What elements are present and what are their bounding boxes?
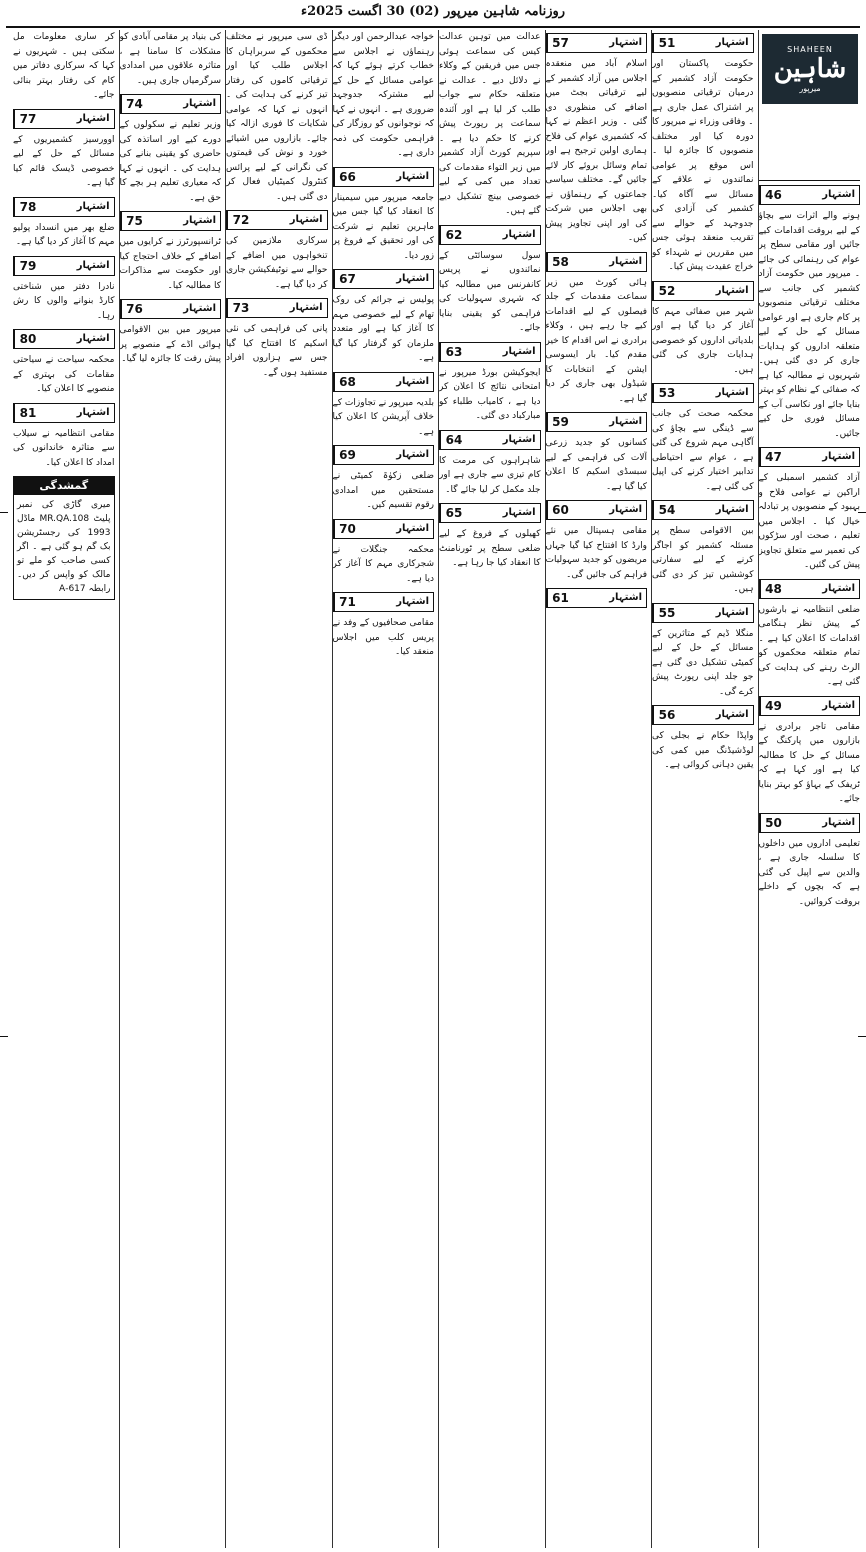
news-item: [13, 403, 115, 471]
lost-notice: [13, 476, 115, 600]
ad-number: 61: [547, 589, 574, 607]
news-item: [13, 197, 115, 250]
ad-number: 68: [334, 373, 361, 391]
ad-label: اشتہار: [396, 375, 429, 387]
ad-number: 62: [440, 226, 467, 244]
ad-badge: [439, 225, 541, 245]
ad-label: اشتہار: [396, 449, 429, 460]
article-text: نادرا دفتر میں شناختی کارڈ بنوانے والوں کا رش رہا۔: [13, 281, 115, 321]
ad-label: اشتہار: [396, 596, 429, 607]
ad-label: اشتہار: [502, 507, 536, 518]
fold-mark: [858, 1036, 866, 1037]
ad-number: 76: [121, 300, 148, 318]
ad-label: اشتہار: [183, 215, 216, 226]
ad-number: 51: [653, 34, 680, 52]
ad-badge: [759, 696, 861, 716]
news-item: [439, 503, 541, 571]
ad-number: 66: [334, 168, 361, 186]
news-column: [119, 30, 222, 1548]
news-item: [759, 185, 861, 441]
ad-number: 74: [121, 95, 148, 113]
news-item: [546, 252, 648, 407]
article-text: محکمہ جنگلات نے شجرکاری مہم کا آغاز کر دیا ہے۔: [332, 544, 434, 584]
news-item: [120, 30, 222, 88]
fold-mark: [0, 1036, 8, 1037]
ad-label: اشتہار: [609, 592, 642, 603]
article-text: سرکاری ملازمین کی تنخواہوں میں اضافے کے حوالے سے نوٹیفکیشن جاری کر دیا گیا ہے۔: [226, 236, 328, 290]
news-item: [439, 430, 541, 498]
ad-badge: [652, 500, 754, 520]
article-text: ضلع بھر میں انسداد پولیو مہم کا آغاز کر دیا گیا ہے۔: [13, 222, 115, 247]
ad-label: اشتہار: [609, 504, 642, 515]
ad-number: 80: [14, 330, 41, 348]
ad-label: اشتہار: [76, 112, 110, 124]
ad-badge: [439, 342, 541, 362]
dateline: روزنامہ شاہین میرپور (02) 30 اگست 2025ء: [300, 4, 566, 19]
article-text: ہونے والے اثرات سے بچاؤ کے لیے بروقت اقدامات کیے جائیں اور مقامی سطح پر عوام کی رہنمائی کی جائے ۔ میرپور میں حکومت آزاد کشمیر کی جانب سے مختلف ترقیاتی منصوبوں پر کام جاری ہے اور عوامی مسائل کے حل کے لیے متعلقہ اداروں کو ہدایات جاری کر دی گئی ہیں۔ شہریوں نے مطالبہ کیا ہے کہ صفائی کے نظام کو بہتر بنایا جائے اور نکاسی آب کے مسائل فوری حل کیے جائیں۔: [758, 211, 860, 439]
ad-badge: [652, 33, 754, 53]
ad-label: اشتہار: [289, 214, 323, 225]
ad-badge: [333, 269, 435, 289]
ad-badge: [652, 705, 754, 725]
article-text: حکومت پاکستان اور حکومت آزاد کشمیر کے درمیان ترقیاتی منصوبوں پر اشتراک عمل جاری ہے ۔ وفاقی وزراء نے میرپور کا دورہ کیا اور مختلف منصوبوں کا جائزہ لیا ۔ اس موقع پر عوامی نمائندوں نے علاقے کے مسائل سے آگاہ کیا۔ کشمیر کی آزادی کی جدوجہد کے حوالے سے تقریب منعقد ہوئی جس میں مقررین نے شہداء کو خراج عقیدت پیش کیا۔: [652, 59, 754, 272]
news-item: [333, 445, 435, 513]
article-text: مقامی تاجر برادری نے بازاروں میں پارکنگ کے مسائل کے حل کا مطالبہ کیا ہے اور کہا ہے کہ ٹریفک کے بہاؤ کو بہتر بنایا جائے۔: [758, 721, 860, 804]
article-text: کسانوں کو جدید زرعی آلات کی فراہمی کے لیے سبسڈی اسکیم کا اعلان کیا گیا ہے۔: [545, 438, 647, 492]
article-text: جامعہ میرپور میں سیمینار کا انعقاد کیا گیا جس میں ماہرین تعلیم نے شرکت کی اور تحقیق کے فروغ پر زور دیا۔: [332, 192, 434, 261]
ad-number: 60: [547, 501, 574, 519]
ad-label: اشتہار: [715, 37, 749, 48]
ad-badge: [333, 372, 435, 392]
article-text: اسلام آباد میں منعقدہ اجلاس میں آزاد کشمیر کے لیے ترقیاتی بجٹ میں اضافے کی منظوری دی گئی ۔ وزیر اعظم نے کہا کہ کشمیری عوام کی فلاح ہماری اولین ترجیح ہے اور تمام وسائل بروئے کار لائے جائیں گے۔ مختلف سیاسی جماعتوں کے رہنماؤں نے بھی اجلاس میں شرکت کی اور اپنی تجاویز پیش کیں۔: [545, 59, 647, 243]
ad-number: 67: [334, 270, 361, 288]
ad-label: اشتہار: [76, 333, 110, 344]
news-item: [333, 30, 435, 161]
ad-number: 49: [760, 697, 787, 715]
news-item: [652, 33, 754, 275]
ad-badge: [652, 603, 754, 623]
ad-badge: [13, 109, 115, 129]
ad-badge: [333, 592, 435, 612]
logo-place: میرپور: [799, 84, 821, 93]
newspaper-page: [6, 4, 860, 1548]
ad-badge: [120, 299, 222, 319]
ad-label: اشتہار: [822, 582, 855, 594]
news-item: [439, 225, 541, 336]
article-text: واپڈا حکام نے بجلی کی لوڈشیڈنگ میں کمی کی یقین دہانی کروائی ہے۔: [652, 731, 754, 770]
article-text: سول سوسائٹی کے نمائندوں نے پریس کانفرنس میں مطالبہ کیا کہ شہری سہولیات کی فراہمی کو یقینی بنایا جائے۔: [439, 250, 541, 333]
news-item: [120, 299, 222, 367]
ad-number: 58: [547, 253, 574, 271]
ad-label: اشتہار: [822, 816, 855, 828]
ad-label: اشتہار: [609, 255, 642, 267]
news-item: [759, 813, 861, 910]
ad-number: 54: [653, 501, 680, 519]
ad-label: اشتہار: [502, 433, 536, 445]
news-item: [120, 94, 222, 205]
ad-label: اشتہار: [822, 699, 855, 711]
article-text: مقامی انتظامیہ نے سیلاب سے متاثرہ خاندانوں کی امداد کا اعلان کیا۔: [13, 428, 115, 468]
article-text: پانی کی فراہمی کی نئی اسکیم کا افتتاح کیا گیا جس سے ہزاروں افراد مستفید ہوں گے۔: [226, 324, 328, 378]
news-item: [13, 329, 115, 397]
ad-badge: [13, 403, 115, 423]
ad-badge: [333, 445, 435, 465]
ad-badge: [546, 588, 648, 608]
article-text: مقامی صحافیوں کے وفد نے پریس کلب میں اجلاس منعقد کیا۔: [332, 618, 434, 657]
article-text: پولیس نے جرائم کی روک تھام کے لیے خصوصی مہم کا آغاز کیا ہے اور متعدد ملزمان کو گرفتار کیا گیا ہے۔: [332, 295, 434, 363]
news-item: [546, 588, 648, 608]
ad-badge: [333, 167, 435, 187]
ad-label: اشتہار: [502, 345, 536, 357]
ad-badge: [546, 33, 648, 53]
news-column: [13, 30, 115, 1548]
article-text: محکمہ صحت کی جانب سے ڈینگی سے بچاؤ کی آگاہی مہم شروع کی گئی ہے ، عوام سے احتیاطی تدابیر اختیار کرنے کی اپیل کی گئی ہے۔: [652, 409, 754, 492]
news-item: [759, 447, 861, 573]
article-text: خواجہ عبدالرحمن اور دیگر رہنماؤں نے اجلاس سے خطاب کرتے ہوئے کہا کہ عوامی مسائل کے حل کے لیے مشترکہ جدوجہد ضروری ہے ۔ انہوں نے کہا کہ نوجوانوں کو روزگار کی فراہمی حکومت کی ذمہ داری ہے۔: [332, 32, 434, 158]
news-item: [13, 30, 115, 103]
news-item: [120, 211, 222, 293]
article-text: ڈی سی میرپور نے مختلف محکموں کے سربراہان کا اجلاس طلب کیا اور ترقیاتی کاموں کی رفتار تیز کرنے کی ہدایت کی ۔ انہوں نے کہا کہ عوامی شکایات کا فوری ازالہ کیا جائے۔ بازاروں میں اشیائے خورد و نوش کی قیمتوں کی نگرانی کے لیے پرائس کنٹرول کمیٹیاں فعال کر دی گئی ہیں۔: [226, 32, 328, 202]
ad-label: اشتہار: [396, 170, 429, 182]
news-column: [758, 30, 861, 1548]
logo-latin: SHAHEEN: [787, 45, 833, 54]
news-item: [652, 383, 754, 494]
ad-number: 47: [760, 448, 787, 466]
ad-label: اشتہار: [715, 504, 749, 515]
ad-number: 59: [547, 413, 574, 431]
ad-badge: [759, 813, 861, 833]
ad-badge: [226, 298, 328, 318]
article-text: بلدیہ میرپور نے تجاوزات کے خلاف آپریشن کا اعلان کیا ہے۔: [332, 397, 434, 437]
notice-text: میری گاڑی کی نمبر پلیٹ MR.QA.108 ماڈل 1993 کی رجسٹریشن بک گم ہو گئی ہے ۔ اگر کسی صاحب کو ملے تو مالک کو واپس کر دیں۔ رابطہ 617-A: [17, 500, 111, 594]
ad-number: 69: [334, 446, 361, 464]
ad-badge: [652, 281, 754, 301]
ad-badge: [333, 519, 435, 539]
news-item: [333, 519, 435, 587]
article-text: ہائی کورٹ میں زیر سماعت مقدمات کے جلد فیصلوں کے لیے اقدامات کیے جا رہے ہیں ، وکلاء برادری نے اس اقدام کا خیر مقدم کیا۔ بار ایسوسی ایشن کے انتخابات کا شیڈول بھی جاری کر دیا گیا ہے۔: [545, 277, 647, 404]
ad-number: 48: [760, 580, 787, 598]
ad-badge: [546, 500, 648, 520]
article-text: عدالت میں توہین عدالت کیس کی سماعت ہوئی جس میں فریقین کے وکلاء نے دلائل دیے ۔ عدالت نے متعلقہ حکام سے جواب طلب کر لیا ہے اور آئندہ سماعت پر رپورٹ پیش کرنے کا حکم دیا ہے ۔ سپریم کورٹ آزاد کشمیر میں زیر التواء مقدمات کی تعداد میں کمی کے لیے خصوصی بینچ تشکیل دیے گئے ہیں۔: [439, 32, 541, 216]
ad-label: اشتہار: [609, 37, 642, 48]
ad-badge: [546, 412, 648, 432]
article-text: کر ساری معلومات مل سکتی ہیں ۔ شہریوں نے کہا کہ سرکاری دفاتر میں کام کی رفتار بہتر بنائی جائے۔: [13, 32, 115, 100]
news-item: [546, 33, 648, 246]
news-column: [438, 30, 541, 1548]
ad-badge: [13, 197, 115, 217]
newspaper-logo: [762, 34, 858, 104]
ad-label: اشتہار: [502, 228, 536, 240]
article-text: منگلا ڈیم کے متاثرین کے مسائل کے حل کے لیے کمیٹی تشکیل دی گئی ہے جو جلد اپنی رپورٹ پیش کرے گی۔: [652, 628, 754, 697]
article-text: کھیلوں کے فروغ کے لیے ضلعی سطح پر ٹورنامنٹ کا انعقاد کیا جا رہا ہے۔: [439, 529, 541, 568]
ad-number: 72: [227, 211, 254, 229]
ad-label: اشتہار: [396, 273, 429, 284]
ad-number: 64: [440, 431, 467, 449]
ad-label: اشتہار: [183, 303, 216, 314]
masthead: [759, 30, 861, 181]
news-item: [546, 500, 648, 582]
ad-number: 81: [14, 404, 41, 422]
ad-label: اشتہار: [715, 606, 749, 618]
article-text: مقامی ہسپتال میں نئے وارڈ کا افتتاح کیا گیا جہاں مریضوں کو جدید سہولیات فراہم کی جائیں گی۔: [545, 526, 647, 580]
ad-badge: [13, 256, 115, 276]
ad-label: اشتہار: [289, 302, 323, 313]
article-text: ضلعی انتظامیہ نے بارشوں کے پیش نظر ہنگامی اقدامات کا اعلان کیا ہے ۔ تمام متعلقہ محکموں کو الرٹ رہنے کی ہدایت کی گئی ہے۔: [758, 604, 860, 687]
ad-number: 57: [547, 34, 574, 52]
ad-badge: [13, 329, 115, 349]
news-column: [545, 30, 648, 1548]
ad-number: 73: [227, 299, 254, 317]
fold-mark: [0, 512, 8, 513]
ad-number: 65: [440, 504, 467, 522]
ad-label: اشتہار: [396, 522, 429, 534]
article-text: اوورسیز کشمیریوں کے مسائل کے حل کے لیے خصوصی ڈیسک قائم کیا گیا ہے۔: [13, 134, 115, 188]
news-item: [759, 579, 861, 690]
article-text: بین الاقوامی سطح پر مسئلہ کشمیر کو اجاگر کرنے کے لیے سفارتی کوششیں تیز کر دی گئی ہیں۔: [652, 526, 754, 594]
news-column: [225, 30, 328, 1548]
dateline-rule: [6, 26, 860, 28]
ad-label: اشتہار: [76, 406, 110, 418]
article-text: ایجوکیشن بورڈ میرپور نے امتحانی نتائج کا اعلان کر دیا ہے ، کامیاب طلباء کو مبارکباد دی گئی۔: [439, 367, 541, 421]
ad-badge: [120, 211, 222, 231]
article-text: شہر میں صفائی مہم کا آغاز کر دیا گیا ہے اور بلدیاتی اداروں کو خصوصی ہدایات جاری کی گئی ہیں۔: [652, 306, 754, 375]
news-item: [226, 30, 328, 204]
ad-label: اشتہار: [822, 189, 855, 200]
ad-number: 71: [334, 593, 361, 611]
notice-title: گمشدگی: [14, 477, 114, 495]
article-text: وزیر تعلیم نے سکولوں کے دورے کیے اور اساتذہ کی حاضری کو یقینی بنانے کی ہدایت کی ۔ انہوں نے کہا کہ معیاری تعلیم ہر بچے کا حق ہے۔: [119, 120, 221, 203]
ad-label: اشتہار: [76, 259, 110, 271]
ad-number: 53: [653, 384, 680, 402]
ad-badge: [120, 94, 222, 114]
news-item: [333, 592, 435, 660]
fold-mark: [858, 512, 866, 513]
article-text: کی بنیاد پر مقامی آبادی کو مشکلات کا سامنا ہے ، متاثرہ علاقوں میں امدادی سرگرمیاں جاری ہیں۔: [119, 32, 221, 86]
ad-number: 50: [760, 814, 787, 832]
article-text: آزاد کشمیر اسمبلی کے اراکین نے عوامی فلاح و بہبود کے منصوبوں پر تبادلہ خیال کیا ۔ اجلاس میں تعلیم ، صحت اور سڑکوں کی تعمیر سے متعلق تجاویز پیش کی گئیں۔: [758, 473, 860, 570]
news-item: [333, 269, 435, 366]
article-text: میرپور میں بین الاقوامی ہوائی اڈے کے منصوبے پر پیش رفت کا جائزہ لیا گیا۔: [119, 325, 221, 364]
news-item: [546, 412, 648, 494]
ad-label: اشتہار: [76, 200, 110, 212]
ad-number: 56: [653, 706, 680, 724]
ad-badge: [226, 210, 328, 230]
ad-number: 78: [14, 198, 41, 216]
news-item: [226, 210, 328, 292]
ad-number: 63: [440, 343, 467, 361]
news-item: [439, 342, 541, 424]
news-item: [652, 603, 754, 700]
article-text: ٹرانسپورٹرز نے کرایوں میں اضافے کے خلاف احتجاج کیا اور حکومت سے مذاکرات کا مطالبہ کیا۔: [119, 237, 221, 291]
news-item: [759, 696, 861, 807]
news-item: [652, 500, 754, 597]
ad-label: اشتہار: [715, 284, 749, 296]
ad-badge: [439, 503, 541, 523]
news-item: [13, 109, 115, 191]
ad-number: 46: [760, 186, 787, 204]
article-text: شاہراہوں کی مرمت کا کام تیزی سے جاری ہے اور جلد مکمل کر لیا جائے گا۔: [439, 455, 541, 495]
ad-number: 55: [653, 604, 680, 622]
ad-label: اشتہار: [715, 709, 749, 720]
ad-label: اشتہار: [715, 387, 749, 398]
news-item: [333, 167, 435, 264]
ad-badge: [546, 252, 648, 272]
article-text: محکمہ سیاحت نے سیاحتی مقامات کی بہتری کے منصوبے کا اعلان کیا۔: [13, 355, 115, 394]
ad-badge: [652, 383, 754, 403]
ad-number: 70: [334, 520, 361, 538]
ad-badge: [759, 579, 861, 599]
ad-label: اشتہار: [822, 451, 855, 462]
ad-badge: [439, 430, 541, 450]
news-column: [651, 30, 754, 1548]
news-item: [333, 372, 435, 440]
ad-number: 77: [14, 110, 41, 128]
logo-title: شاہین: [773, 54, 847, 84]
article-text: ضلعی زکوٰۃ کمیٹی نے مستحقین میں امدادی رقوم تقسیم کیں۔: [332, 471, 434, 510]
news-item: [439, 30, 541, 219]
ad-number: 79: [14, 257, 41, 275]
news-column: [332, 30, 435, 1548]
ad-label: اشتہار: [183, 98, 216, 109]
ad-number: 75: [121, 212, 148, 230]
article-text: تعلیمی اداروں میں داخلوں کا سلسلہ جاری ہے ، والدین سے اپیل کی گئی ہے کہ بچوں کے داخلے بروقت کروائیں۔: [758, 838, 860, 907]
columns: [6, 30, 860, 1548]
ad-badge: [759, 447, 861, 467]
ad-badge: [759, 185, 861, 205]
ad-number: 52: [653, 282, 680, 300]
news-item: [226, 298, 328, 380]
news-item: [652, 705, 754, 773]
news-item: [652, 281, 754, 378]
ad-label: اشتہار: [609, 416, 642, 427]
news-item: [13, 256, 115, 324]
